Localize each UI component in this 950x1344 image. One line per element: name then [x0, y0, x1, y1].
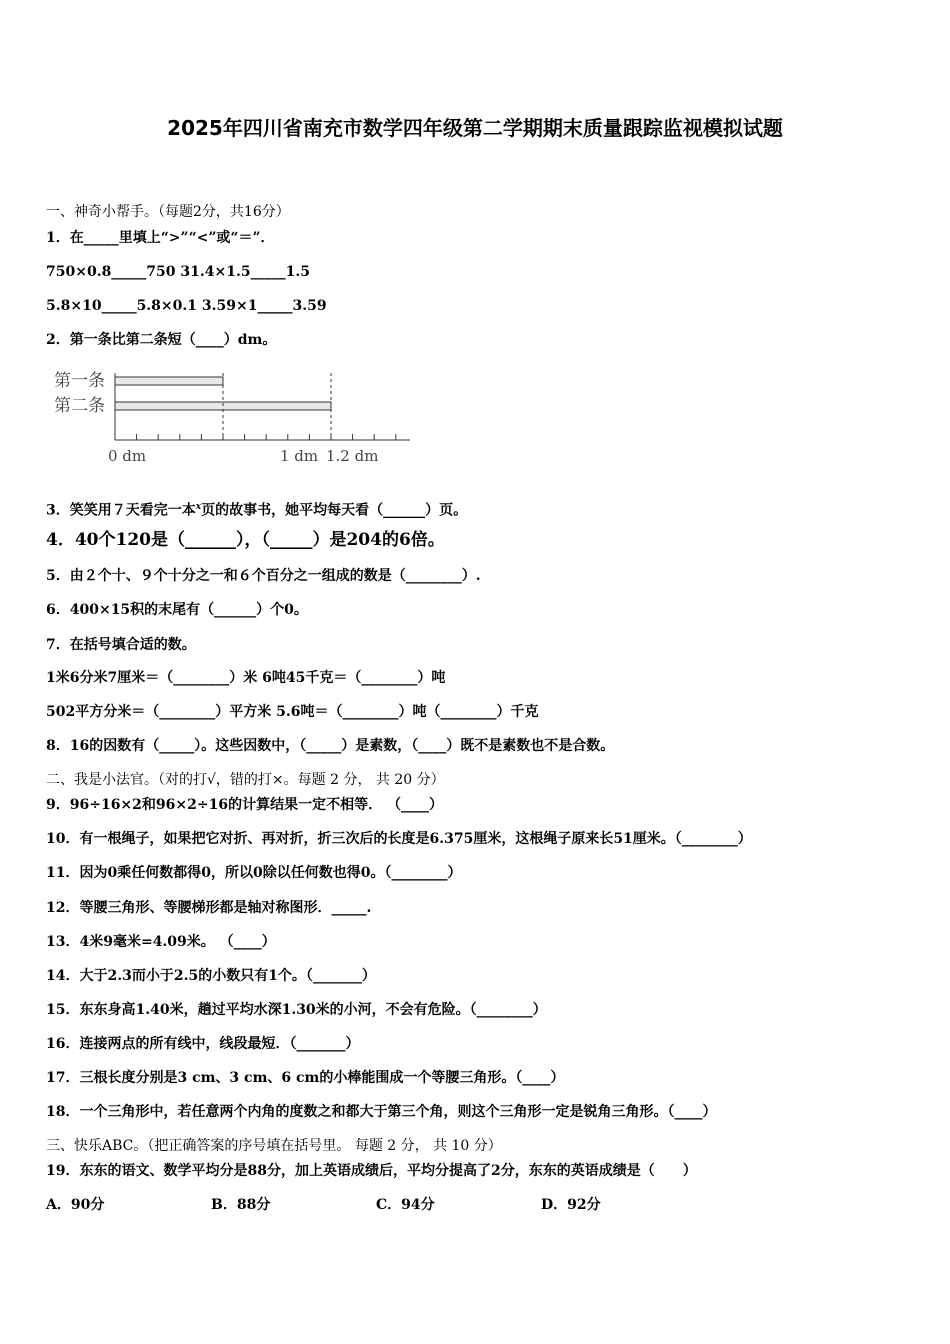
q3: 3．笑笑用７天看完一本$^x$页的故事书，她平均每天看（______）页。	[46, 502, 468, 519]
q14: 14．大于2.3而小于2.5的小数只有1个。（_______）	[46, 968, 376, 984]
ruler-ticks	[137, 434, 396, 440]
q19-options	[46, 1196, 706, 1214]
section3-header: 三、快乐ABC。（把正确答案的序号填在括号里。 每题 2 分， 共 10 分）	[46, 1138, 502, 1154]
tick-label-1: 1 dm	[280, 447, 319, 465]
q4: 4．40个120是（______），（_____）是204的6倍。	[46, 530, 445, 550]
figure-label-second: 第二条	[54, 396, 105, 416]
tick-label-0: 0 dm	[108, 447, 147, 465]
q7-stem: 7．在括号填合适的数。	[46, 637, 196, 653]
q13: 13．4米9毫米=4.09米。 （____）	[46, 934, 276, 950]
q12: 12．等腰三角形、等腰梯形都是轴对称图形．_____.	[46, 900, 372, 916]
section1-header: 一、神奇小帮手。（每题2分，共16分）	[46, 204, 290, 220]
option-c: C．94分	[376, 1197, 435, 1213]
q7-row1: 1米6分米7厘米＝（________）米 6吨45千克＝（________）吨	[46, 670, 446, 686]
section2-header: 二、我是小法官。（对的打√，错的打×。每题 2 分， 共 20 分）	[46, 772, 445, 788]
figure-label-first: 第一条	[54, 371, 105, 391]
q8: 8．16的因数有（_____）。这些因数中，（_____）是素数，（____）既不是素数也不是合数。	[46, 738, 615, 754]
q1-stem: 1．在_____里填上“>”“<”或“＝”．	[46, 230, 275, 246]
q16: 16．连接两点的所有线中，线段最短．（_______）	[46, 1036, 360, 1052]
q18: 18．一个三角形中，若任意两个内角的度数之和都大于第三个角，则这个三角形一定是锐角三角形。（____）	[46, 1104, 717, 1120]
length-comparison-figure	[50, 368, 430, 468]
bar-first	[115, 377, 223, 385]
q6: 6．400×15积的末尾有（______）个0。	[46, 602, 308, 618]
q5: 5．由２个十、９个十分之一和６个百分之一组成的数是（________）.	[46, 568, 481, 584]
q15: 15．东东身高1.40米，趟过平均水深1.30米的小河，不会有危险。（________）	[46, 1002, 547, 1018]
q11: 11．因为0乘任何数都得0，所以0除以任何数也得0。（________）	[46, 865, 462, 881]
q2-stem: 2．第一条比第二条短（____）dm。	[46, 332, 277, 348]
q7-row2: 502平方分米＝（________）平方米 5.6吨＝（________）吨（________）千克	[46, 704, 539, 720]
page-title: 2025年四川省南充市数学四年级第二学期期末质量跟踪监视模拟试题	[167, 116, 783, 140]
option-b: B．88分	[211, 1197, 271, 1213]
q17: 17．三根长度分别是3 cm、3 cm、6 cm的小棒能围成一个等腰三角形。（____）	[46, 1070, 565, 1086]
q1-row2: 5.8×10_____5.8×0.1 3.59×1_____3.59	[46, 298, 327, 314]
q19-stem: 19．东东的语文、数学平均分是88分，加上英语成绩后，平均分提高了2分，东东的英语成绩是（ ）	[46, 1163, 697, 1179]
tick-label-1-2: 1.2 dm	[326, 447, 379, 465]
q3-variable: x	[195, 502, 202, 512]
option-a: A．90分	[46, 1197, 105, 1213]
q10: 10．有一根绳子，如果把它对折、再对折，折三次后的长度是6.375厘米，这根绳子原来长51厘米。（________）	[46, 831, 752, 847]
option-d: D．92分	[541, 1197, 601, 1213]
q9: 9．96÷16×2和96×2÷16的计算结果一定不相等． （____）	[46, 797, 443, 813]
q1-row1: 750×0.8_____750 31.4×1.5_____1.5	[46, 264, 310, 280]
